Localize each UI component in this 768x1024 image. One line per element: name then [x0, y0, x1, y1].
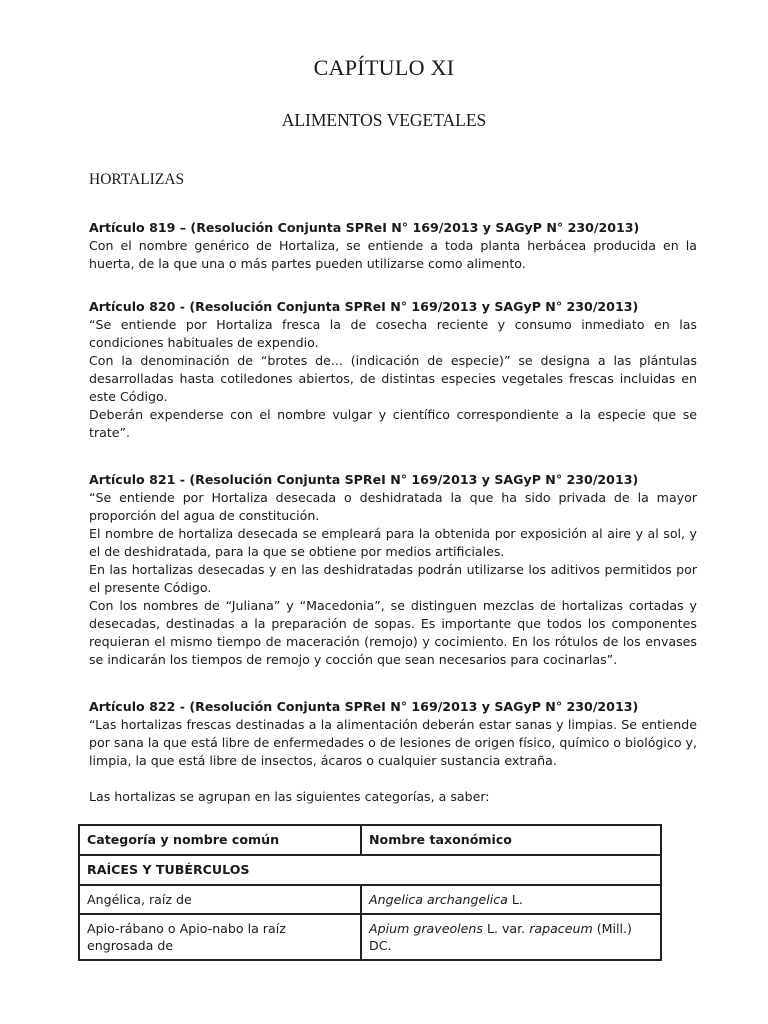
article-paragraph: El nombre de hortaliza desecada se empleará para la obtenida por exposición al aire y al sol, y el de deshidratada, para la que se obtiene por medios artificiales.: [89, 526, 697, 559]
article-paragraph: Con el nombre genérico de Hortaliza, se entiende a toda planta herbácea producida en la huerta, de la que una o más partes pueden utilizarse como alimento.: [89, 238, 697, 271]
common-name-cell: Apio-rábano o Apio-nabo la raíz engrosada de: [79, 914, 361, 960]
article-paragraph: “Se entiende por Hortaliza desecada o deshidratada la que ha sido privada de la mayor proporción del agua de constitución.: [89, 490, 697, 523]
categories-table: [78, 824, 662, 961]
table-header-row: [79, 825, 661, 855]
article-heading: Artículo 822 - (Resolución Conjunta SPReI N° 169/2013 y SAGyP N° 230/2013): [89, 699, 639, 714]
taxon-italic: Apium graveolens: [369, 921, 483, 936]
section-title: HORTALIZAS: [89, 171, 185, 188]
article-paragraph: “Las hortalizas frescas destinadas a la alimentación deberán estar sanas y limpias. Se entiende por sana la que está libre de enfermedades o de lesiones de origen físico, químico o biológico y, limpia, la que está libre de insectos, ácaros o cualquier sustancia extraña.: [89, 717, 697, 768]
article-paragraph: “Se entiende por Hortaliza fresca la de cosecha reciente y consumo inmediato en las condiciones habituales de expendio.: [89, 317, 697, 350]
article-822: [89, 698, 697, 770]
article-paragraph: Con la denominación de “brotes de... (indicación de especie)” se designa a las plántulas desarrolladas hasta cotiledones abiertos, de distintas especies vegetales frescas incluidas en este Código.: [89, 353, 697, 404]
group-label: RAÍCES Y TUBÉRCULOS: [79, 855, 661, 885]
article-heading: Artículo 819 – (Resolución Conjunta SPReI N° 169/2013 y SAGyP N° 230/2013): [89, 220, 640, 235]
common-name-cell: Angélica, raíz de: [79, 885, 361, 914]
taxonomic-name-cell: [361, 914, 661, 960]
article-paragraph: Deberán expenderse con el nombre vulgar y científico correspondiente a la especie que se trate”.: [89, 407, 697, 440]
column-header-taxonomic-name: Nombre taxonómico: [361, 825, 661, 855]
chapter-subtitle: ALIMENTOS VEGETALES: [281, 110, 487, 130]
taxon-italic: Angelica archangelica: [369, 892, 508, 907]
article-821: [89, 471, 697, 669]
table-row: [79, 885, 661, 914]
article-paragraph: Con los nombres de “Juliana” y “Macedonia”, se distinguen mezclas de hortalizas cortadas y desecadas, destinadas a la preparación de sopas. Es importante que todos los componentes requieran el mismo tiempo de maceración (remojo) y cocimiento. En los rótulos de los envases se indicarán los tiempos de remojo y cocción que sean necesarios para cocinarlas”.: [89, 598, 697, 667]
table-group-row: [79, 855, 661, 885]
article-heading: Artículo 820 - (Resolución Conjunta SPReI N° 169/2013 y SAGyP N° 230/2013): [89, 299, 639, 314]
taxon-author: L.: [507, 892, 523, 907]
table-row: [79, 914, 661, 960]
article-heading: Artículo 821 - (Resolución Conjunta SPReI N° 169/2013 y SAGyP N° 230/2013): [89, 472, 639, 487]
taxon-variety-italic: rapaceum: [529, 921, 593, 936]
taxon-variety-author: (Mill.) DC.: [369, 921, 632, 953]
article-819: [89, 219, 697, 273]
column-header-common-name: Categoría y nombre común: [79, 825, 361, 855]
taxon-author: L. var.: [482, 921, 530, 936]
categories-intro: Las hortalizas se agrupan en las siguientes categorías, a saber:: [89, 789, 490, 804]
chapter-title: CAPÍTULO XI: [313, 55, 455, 80]
article-paragraph: En las hortalizas desecadas y en las deshidratadas podrán utilizarse los aditivos permitidos por el presente Código.: [89, 562, 697, 595]
taxonomic-name-cell: [361, 885, 661, 914]
article-820: [89, 298, 697, 442]
